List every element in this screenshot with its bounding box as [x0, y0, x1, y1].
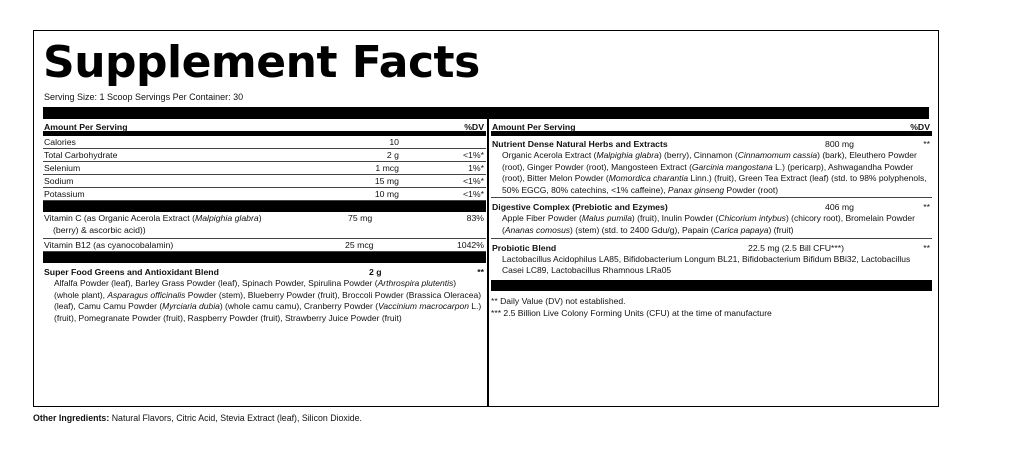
- probiotic-amount: 22.5 mg (2.5 Bill CFU***): [748, 242, 845, 253]
- nutrient-amount: 10: [389, 137, 399, 147]
- dv-label: %DV: [910, 122, 930, 132]
- vitamin-c-dv: 83%: [466, 213, 484, 223]
- nutrient-row: [43, 188, 486, 201]
- herbs-head: [491, 138, 932, 150]
- right-column: [491, 119, 932, 319]
- vitamin-b12-amount: 25 mcg: [345, 240, 374, 250]
- left-header: [43, 119, 486, 136]
- probiotic-name: Probiotic Blend: [492, 242, 557, 253]
- nutrient-row: [43, 175, 486, 188]
- nutrient-amount: 15 mg: [374, 176, 399, 186]
- panel-title: Supplement Facts: [43, 37, 480, 88]
- column-divider: [487, 119, 489, 407]
- nutrient-name: Total Carbohydrate: [44, 150, 118, 160]
- superfood-blend: [43, 263, 486, 324]
- nutrient-row: [43, 136, 486, 149]
- vitamin-b12-dv: 1042%: [456, 240, 484, 250]
- nutrient-dv: 1%*: [468, 163, 484, 173]
- probiotic-ingredients: Lactobacillus Acidophilus LA85, Bifidobacterium Longum BL21, Bifidobacterium Bifidum BBi32, Lactobacillus Casei LC89, Lactobacillus Rhamnous LRa05: [502, 253, 911, 276]
- probiotic-blend: [491, 239, 932, 278]
- left-column: [43, 119, 486, 324]
- other-ingredients-label: Other Ingredients:: [33, 413, 110, 423]
- vitamin-b12-name: Vitamin B12 (as cyanocobalamin): [44, 240, 174, 250]
- dv-label: %DV: [464, 122, 484, 132]
- superfood-amount: 2 g: [369, 267, 382, 277]
- superfood-head: [43, 266, 486, 278]
- nutrient-dv: <1%*: [462, 189, 484, 199]
- superfood-dv: **: [477, 267, 484, 277]
- vitamin-c-name: Vitamin C (as Organic Acerola Extract (Malpighia glabra) (berry) & ascorbic acid)): [44, 213, 262, 235]
- probiotic-head: [491, 242, 932, 254]
- nutrient-rows: [43, 136, 486, 201]
- nutrient-row: [43, 162, 486, 175]
- footnotes: [491, 291, 932, 319]
- digestive-head: [491, 201, 932, 213]
- nutrient-amount: 10 mg: [374, 189, 399, 199]
- herbs-ingredients: Organic Acerola Extract (Malpighia glabra) (berry), Cinnamon (Cinnamomum cassia) (bark), Eleuthero Powder (root), Ginger Powder (root), Mangosteen Extract (Garcinia mangostana L.) (pericarp), Ashwagandha Powder (root), Bitter Melon Powder (Momordica charantia Linn.) (fruit), Green Tea Extract (leaf) (std. to 98% polyphenols, 50% EGCG, 80% catechins, <1% caffeine), Panax ginseng Powder (root): [502, 150, 927, 195]
- amount-per-serving-label: Amount Per Serving: [44, 122, 128, 132]
- digestive-dv: **: [923, 202, 930, 213]
- nutrient-dv: <1%*: [462, 150, 484, 160]
- right-header: [491, 119, 932, 136]
- nutrient-row: [43, 149, 486, 162]
- herbs-amount: 800 mg: [825, 139, 854, 149]
- nutrient-name: Calories: [44, 137, 76, 147]
- superfood-name: Super Food Greens and Antioxidant Blend: [44, 267, 219, 277]
- digestive-amount: 406 mg: [825, 202, 854, 213]
- nutrient-row-vitamin-b12: [43, 239, 486, 252]
- digestive-name: Digestive Complex (Prebiotic and Ezymes): [492, 202, 668, 213]
- herbs-dv: **: [923, 139, 930, 149]
- nutrient-name: Sodium: [44, 176, 74, 186]
- nutrient-amount: 1 mcg: [375, 163, 399, 173]
- serving-info: Serving Size: 1 Scoop Servings Per Container: 30: [44, 92, 244, 102]
- supplement-facts-panel: [33, 30, 939, 407]
- probiotic-dv: **: [923, 242, 930, 253]
- digestive-blend: [491, 198, 932, 238]
- top-rule: [43, 107, 929, 119]
- superfood-ingredients: Alfalfa Powder (leaf), Barley Grass Powder (leaf), Spinach Powder, Spirulina Powder (Arthrospira plutentis) (whole plant), Asparagus officinalis Powder (stem), Blueberry Powder (fruit), Broccoli Powder (Brassica Oleracea) (leaf), Camu Camu Powder (Myrciaria dubia) (whole camu camu), Cranberry Powder (Vaccinium macrocarpon L.) (fruit), Pomegranate Powder (fruit), Raspberry Powder (fruit), Strawberry Juice Powder (fruit): [54, 278, 482, 323]
- footnote-cfu: *** 2.5 Billion Live Colony Forming Units (CFU) at the time of manufacture: [491, 307, 772, 318]
- thick-rule: [43, 201, 486, 212]
- herbs-name: Nutrient Dense Natural Herbs and Extracts: [492, 139, 668, 149]
- other-ingredients: [33, 413, 362, 423]
- other-ingredients-text: Natural Flavors, Citric Acid, Stevia Extract (leaf), Silicon Dioxide.: [109, 413, 362, 423]
- herbs-blend: [491, 136, 932, 198]
- thick-rule: [491, 280, 932, 291]
- nutrient-name: Potassium: [44, 189, 85, 199]
- nutrient-dv: <1%*: [462, 176, 484, 186]
- digestive-ingredients: Apple Fiber Powder (Malus pumila) (fruit), Inulin Powder (Chicorium intybus) (chicory root), Bromelain Powder (Ananas comosus) (stem) (std. to 2400 Gdu/g), Papain (Carica papaya) (fruit): [502, 213, 915, 235]
- amount-per-serving-label: Amount Per Serving: [492, 122, 576, 132]
- nutrient-amount: 2 g: [386, 150, 399, 160]
- footnote-dv: ** Daily Value (DV) not established.: [491, 295, 626, 306]
- nutrient-name: Selenium: [44, 163, 81, 173]
- thick-rule: [43, 252, 486, 263]
- vitamin-c-amount: 75 mg: [348, 213, 373, 223]
- nutrient-row-vitamin-c: [43, 212, 486, 239]
